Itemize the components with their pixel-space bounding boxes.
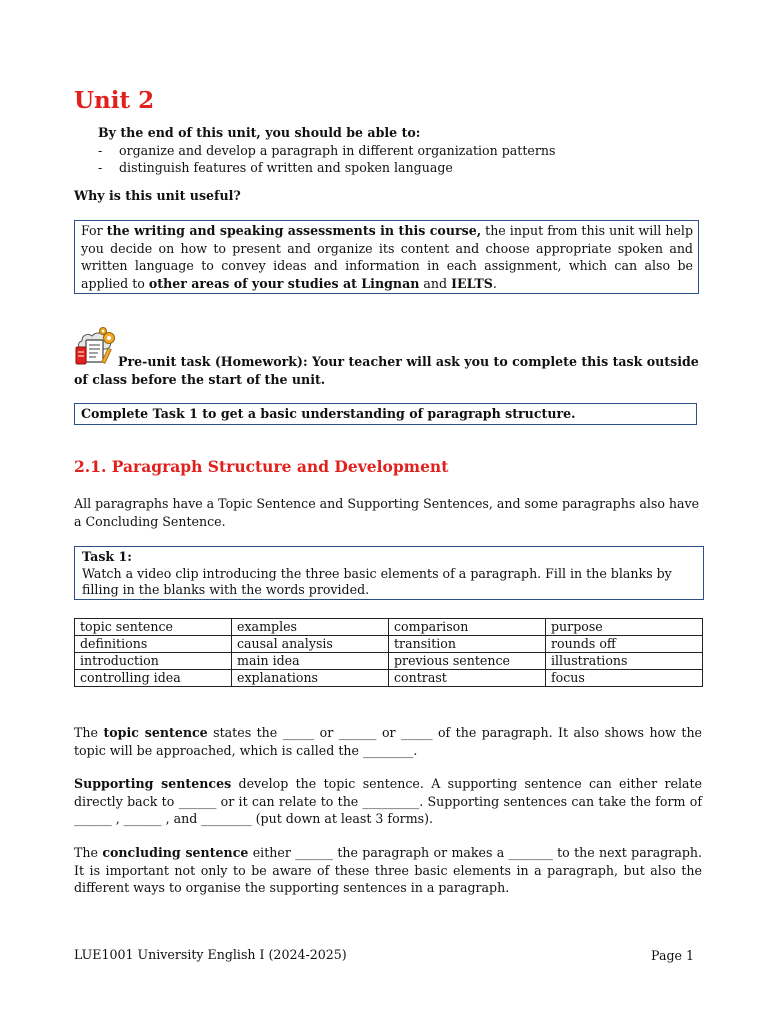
unit-title: Unit 2	[74, 87, 155, 114]
concluding-sentence-paragraph: The concluding sentence either ______ the paragraph or makes a _______ to the next paragraph. It is important not only to be aware of these three basic elements in a paragraph, but also the different ways to organise the supporting sentences in a paragraph.	[74, 845, 703, 895]
table-cell: rounds off	[546, 636, 703, 653]
task1-title: Task 1:	[82, 549, 132, 564]
table-cell: previous sentence	[389, 653, 546, 670]
objective-item: - distinguish features of written and spoken language	[98, 160, 453, 175]
objective-item: - organize and develop a paragraph in different organization patterns	[98, 142, 556, 158]
pre-unit-task: Pre-unit task (Homework): Your teacher will ask you to complete this task outside of class before the start of the unit.	[74, 354, 699, 387]
section-title: 2.1. Paragraph Structure and Development	[74, 457, 449, 476]
table-cell: definitions	[75, 636, 232, 653]
why-heading: Why is this unit useful?	[74, 188, 241, 203]
table-cell: topic sentence	[75, 619, 232, 636]
pre-unit-task-box: Complete Task 1 to get a basic understanding of paragraph structure.	[74, 403, 697, 425]
task1-box	[74, 546, 704, 600]
table-cell: main idea	[232, 653, 389, 670]
table-cell: illustrations	[546, 653, 703, 670]
learning-objectives	[98, 124, 718, 177]
table-row	[75, 653, 703, 670]
objectives-heading: By the end of this unit, you should be able to:	[98, 125, 421, 140]
table-cell: controlling idea	[75, 670, 232, 687]
table-cell: focus	[546, 670, 703, 687]
table-cell: purpose	[546, 619, 703, 636]
table-row	[75, 670, 703, 687]
usefulness-box: For the writing and speaking assessments in this course, the input from this unit will help you decide on how to present and organize its content and choose appropriate spoken and written language to convey ideas and information in each assignment, which can also be applied to other areas of your studies at Lingnan and IELTS.	[74, 220, 699, 294]
supporting-sentences-paragraph: Supporting sentences develop the topic sentence. A supporting sentence can either relate directly back to ______ or it can relate to the _________. Supporting sentences can take the form of ______ , ______ , and ________ (put down at least 3 forms).	[74, 776, 702, 826]
objectives-list	[98, 142, 718, 177]
table-cell: examples	[232, 619, 389, 636]
task1-instructions: Watch a video clip introducing the three basic elements of a paragraph. Fill in the blanks by filling in the blanks with the words provided.	[82, 565, 672, 597]
word-bank-table	[74, 618, 703, 687]
section-intro: All paragraphs have a Topic Sentence and Supporting Sentences, and some paragraphs also have a Concluding Sentence.	[74, 496, 700, 529]
table-cell: transition	[389, 636, 546, 653]
table-cell: causal analysis	[232, 636, 389, 653]
page-number: Page 1	[651, 948, 694, 963]
table-row	[75, 636, 703, 653]
table-row	[75, 619, 703, 636]
table-cell: comparison	[389, 619, 546, 636]
table-cell: explanations	[232, 670, 389, 687]
table-cell: introduction	[75, 653, 232, 670]
topic-sentence-paragraph: The topic sentence states the _____ or ______ or _____ of the paragraph. It also shows how the topic will be approached, which is called the ________.	[74, 725, 703, 758]
footer-course: LUE1001 University English I (2024-2025)	[74, 947, 347, 962]
table-cell: contrast	[389, 670, 546, 687]
